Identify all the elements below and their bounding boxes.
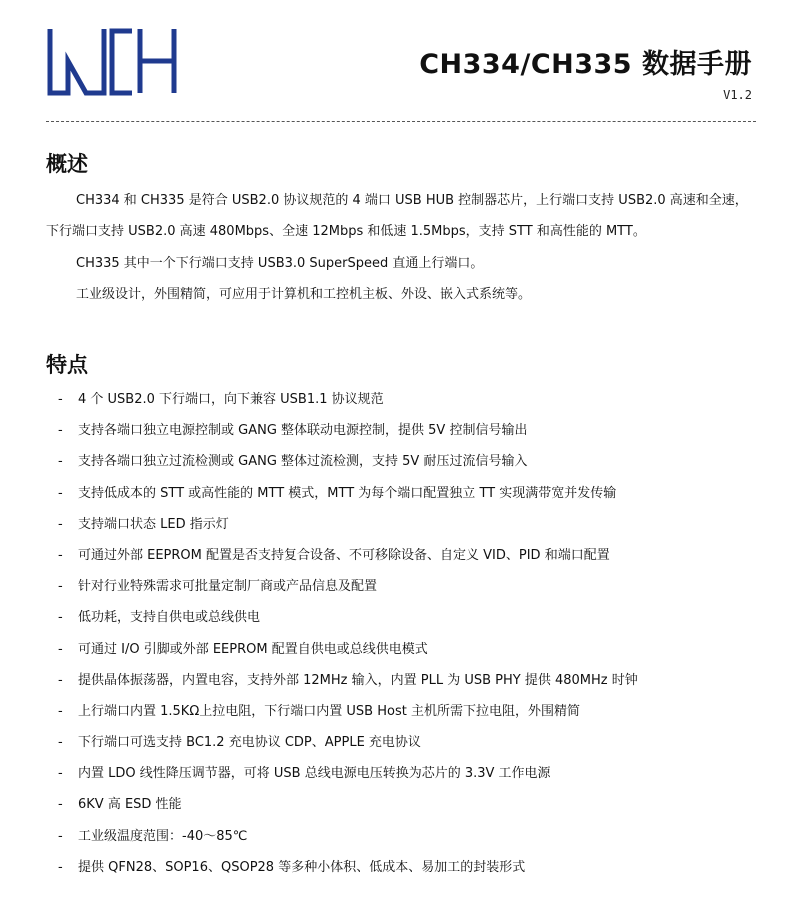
feature-item (58, 602, 638, 633)
feature-text: 6KV 高 ESD 性能 (78, 797, 182, 813)
overview-paragraph-3-text: 工业级设计，外围精简，可应用于计算机和工控机主板、外设、嵌入式系统等。 (76, 287, 532, 302)
bullet-dash: - (58, 392, 63, 407)
feature-text: 内置 LDO 线性降压调节器，可将 USB 总线电源电压转换为芯片的 3.3V 工作电源 (78, 766, 551, 782)
bullet-dash: - (58, 828, 63, 844)
features-heading: 特点 (46, 353, 88, 377)
feature-text: 可通过 I/O 引脚或外部 EEPROM 配置自供电或总线供电模式 (78, 641, 428, 657)
wch-logo (46, 27, 178, 97)
feature-item (58, 415, 638, 446)
feature-text: 提供晶体振荡器，内置电容，支持外部 12MHz 输入，内置 PLL 为 USB PHY 提供 480MHz 时钟 (78, 672, 638, 688)
features-list (58, 384, 638, 883)
feature-item (58, 384, 638, 415)
overview-paragraph-2 (46, 248, 756, 279)
feature-item (58, 665, 638, 696)
feature-item (58, 540, 638, 571)
feature-text: 上行端口内置 1.5KΩ上拉电阻，下行端口内置 USB Host 主机所需下拉电阻，外围精简 (78, 703, 580, 719)
feature-item (58, 478, 638, 509)
bullet-dash: - (58, 766, 63, 782)
bullet-dash: - (58, 485, 63, 501)
feature-text: 针对行业特殊需求可批量定制厂商或产品信息及配置 (78, 579, 378, 595)
feature-item (58, 727, 638, 758)
bullet-dash: - (58, 516, 63, 532)
feature-item (58, 821, 638, 852)
bullet-dash: - (58, 547, 63, 563)
overview-paragraph-1-text: CH334 和 CH335 是符合 USB2.0 协议规范的 4 端口 USB HUB 控制器芯片，上行端口支持 USB2.0 高速和全速，下行端口支持 USB2.0 高速 480Mbps、全速 12Mbps 和低速 1.5Mbps，支持 STT 和高性能的 MTT。 (46, 193, 748, 239)
feature-text: 支持低成本的 STT 或高性能的 MTT 模式，MTT 为每个端口配置独立 TT 实现满带宽并发传输 (78, 485, 617, 501)
feature-text: 工业级温度范围：-40～85℃ (78, 828, 248, 844)
overview-heading: 概述 (46, 152, 88, 176)
bullet-dash: - (58, 579, 63, 595)
document-title: CH334/CH335 数据手册 (419, 49, 752, 80)
bullet-dash: - (58, 735, 63, 751)
feature-text: 4 个 USB2.0 下行端口，向下兼容 USB1.1 协议规范 (78, 392, 384, 407)
feature-item (58, 634, 638, 665)
bullet-dash: - (58, 703, 63, 719)
overview-paragraph-1 (46, 185, 756, 247)
feature-item (58, 789, 638, 820)
bullet-dash: - (58, 859, 63, 875)
bullet-dash: - (58, 672, 63, 688)
feature-text: 可通过外部 EEPROM 配置是否支持复合设备、不可移除设备、自定义 VID、PID 和端口配置 (78, 547, 610, 563)
feature-item (58, 758, 638, 789)
overview-paragraph-3 (46, 279, 756, 310)
bullet-dash: - (58, 454, 63, 470)
bullet-dash: - (58, 610, 63, 626)
feature-item (58, 852, 638, 883)
feature-text: 低功耗，支持自供电或总线供电 (78, 610, 261, 626)
feature-text: 提供 QFN28、SOP16、QSOP28 等多种小体积、低成本、易加工的封装形式 (78, 859, 526, 875)
bullet-dash: - (58, 797, 63, 813)
feature-text: 支持各端口独立电源控制或 GANG 整体联动电源控制，提供 5V 控制信号输出 (78, 423, 528, 439)
document-version: V1.2 (723, 88, 752, 102)
feature-item (58, 446, 638, 477)
header-divider (46, 121, 756, 122)
bullet-dash: - (58, 423, 63, 439)
feature-text: 支持端口状态 LED 指示灯 (78, 516, 229, 532)
feature-text: 下行端口可选支持 BC1.2 充电协议 CDP、APPLE 充电协议 (78, 735, 421, 751)
feature-text: 支持各端口独立过流检测或 GANG 整体过流检测，支持 5V 耐压过流信号输入 (78, 454, 528, 470)
feature-item (58, 571, 638, 602)
overview-paragraph-2-text: CH335 其中一个下行端口支持 USB3.0 SuperSpeed 直通上行端口。 (76, 256, 484, 271)
feature-item (58, 696, 638, 727)
feature-item (58, 509, 638, 540)
bullet-dash: - (58, 641, 63, 657)
